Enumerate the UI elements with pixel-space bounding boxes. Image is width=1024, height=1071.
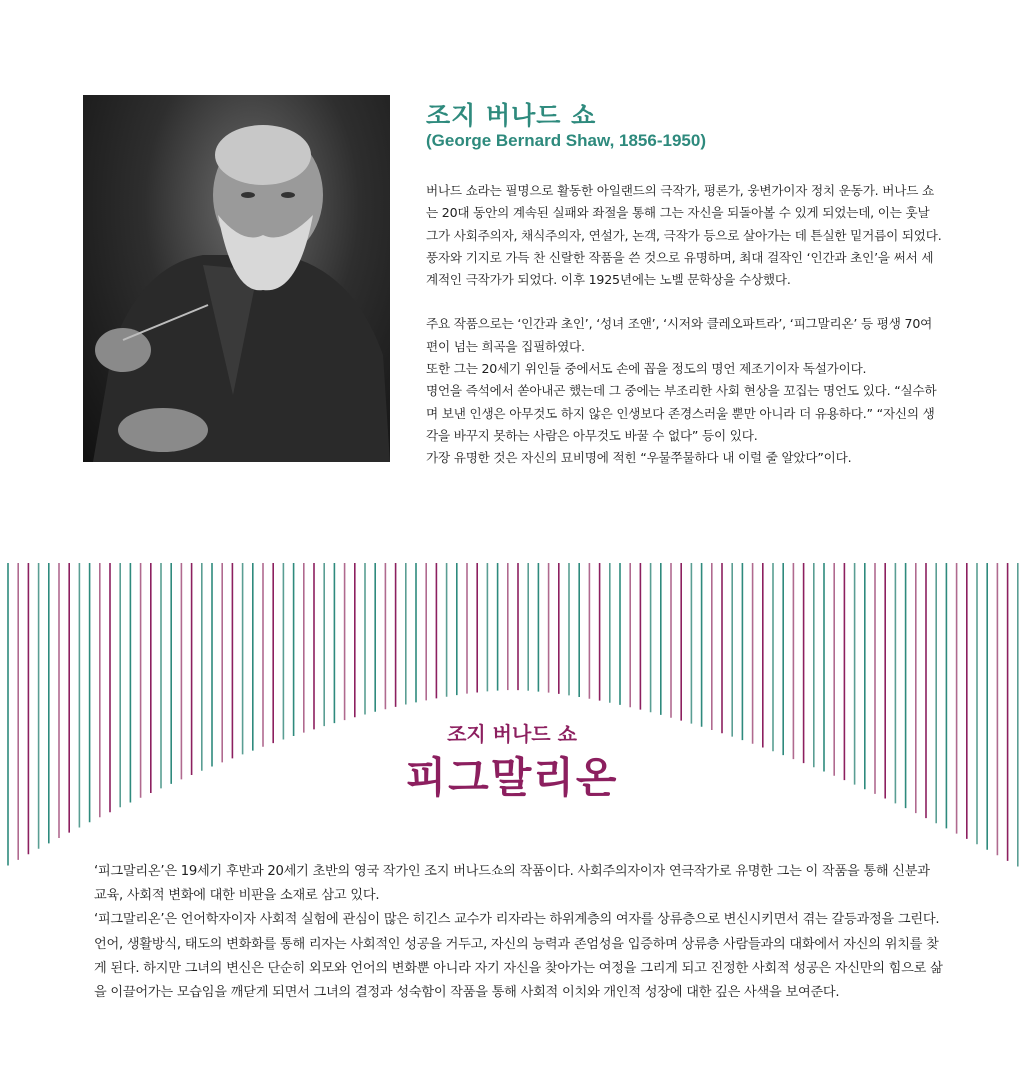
bio-paragraph: 주요 작품으로는 ‘인간과 초인’, ‘성녀 조앤’, ‘시저와 클레오파트라’, ‘피그말리온’ 등 평생 70여 편이 넘는 희곡을 집필하였다. — [426, 316, 933, 354]
work-synopsis — [94, 860, 944, 1005]
bio-paragraph: 가장 유명한 것은 자신의 묘비명에 적힌 “우물쭈물하다 내 이럴 줄 알았다”이다. — [426, 450, 852, 466]
synopsis-paragraph: ‘피그말리온’은 19세기 후반과 20세기 초반의 영국 작가인 조지 버나드쇼의 작품이다. 사회주의자이자 연극작가로 유명한 그는 이 작품을 통해 신분과 교육, 사회적 변화에 대한 비판을 소재로 삼고 있다. — [94, 864, 930, 904]
work-author: 조지 버나드 쇼 — [447, 722, 577, 746]
portrait-photo-icon — [83, 95, 390, 462]
synopsis-paragraph: ‘피그말리온’은 언어학자이자 사회적 실험에 관심이 많은 히긴스 교수가 리자라는 하위계층의 여자를 상류층으로 변신시키면서 겪는 갈등과정을 그린다. 언어, 생활방식, 태도의 변화화를 통해 리자는 사회적인 성공을 거두고, 자신의 능력과 존엄성을 입증하며 상류층 사람들과의 대화에서 자신의 위치를 찾게 된다. 하지만 그녀의 변신은 단순히 외모와 언어의 변화뿐 아니라 자기 자신을 찾아가는 여정을 그리게 되고 진정한 사회적 성공은 자신만의 힘으로 삶을 이끌어가는 모습임을 깨닫게 되면서 그녀의 결정과 성숙함이 작품을 통해 사회적 이치와 개인적 성장에 대한 깊은 사색을 보여준다. — [94, 912, 943, 1001]
bio-paragraph: 또한 그는 20세기 위인들 중에서도 손에 꼽을 정도의 명언 제조기이자 독설가이다. — [426, 361, 867, 377]
bio-paragraph: 명언을 즉석에서 쏟아내곤 했는데 그 중에는 부조리한 사회 현상을 꼬집는 명언도 있다. “실수하며 보낸 인생은 아무것도 하지 않은 인생보다 존경스러울 뿐만 아니라 더 유용하다.” “자신의 생각을 바꾸지 못하는 사람은 아무것도 바꿀 수 없다” 등이 있다. — [426, 383, 937, 443]
bio-paragraph: 풍자와 기지로 가득 찬 신랄한 작품을 쓴 것으로 유명하며, 최대 걸작인 ‘인간과 초인’을 써서 세계적인 극작가가 되었다. 이후 1925년에는 노벨 문학상을 수상했다. — [426, 249, 934, 288]
author-name: 조지 버나드 쇼 — [426, 101, 597, 130]
work-title: 피그말리온 — [405, 753, 619, 802]
author-lifespan: (George Bernard Shaw, 1856-1950) — [426, 131, 706, 150]
author-biography — [426, 180, 942, 470]
author-portrait — [83, 95, 390, 462]
bio-paragraph: 버나드 쇼라는 필명으로 활동한 아일랜드의 극작가, 평론가, 웅변가이자 정치 운동가. 버나드 쇼는 20대 동안의 계속된 실패와 좌절을 통해 그는 자신을 되돌아볼 수 있게 되었는데, 이는 훗날 그가 사회주의자, 채식주의자, 연설가, 논객, 극작가 등으로 살아가는 데 튼실한 밑거름이 되었다. — [426, 183, 942, 243]
